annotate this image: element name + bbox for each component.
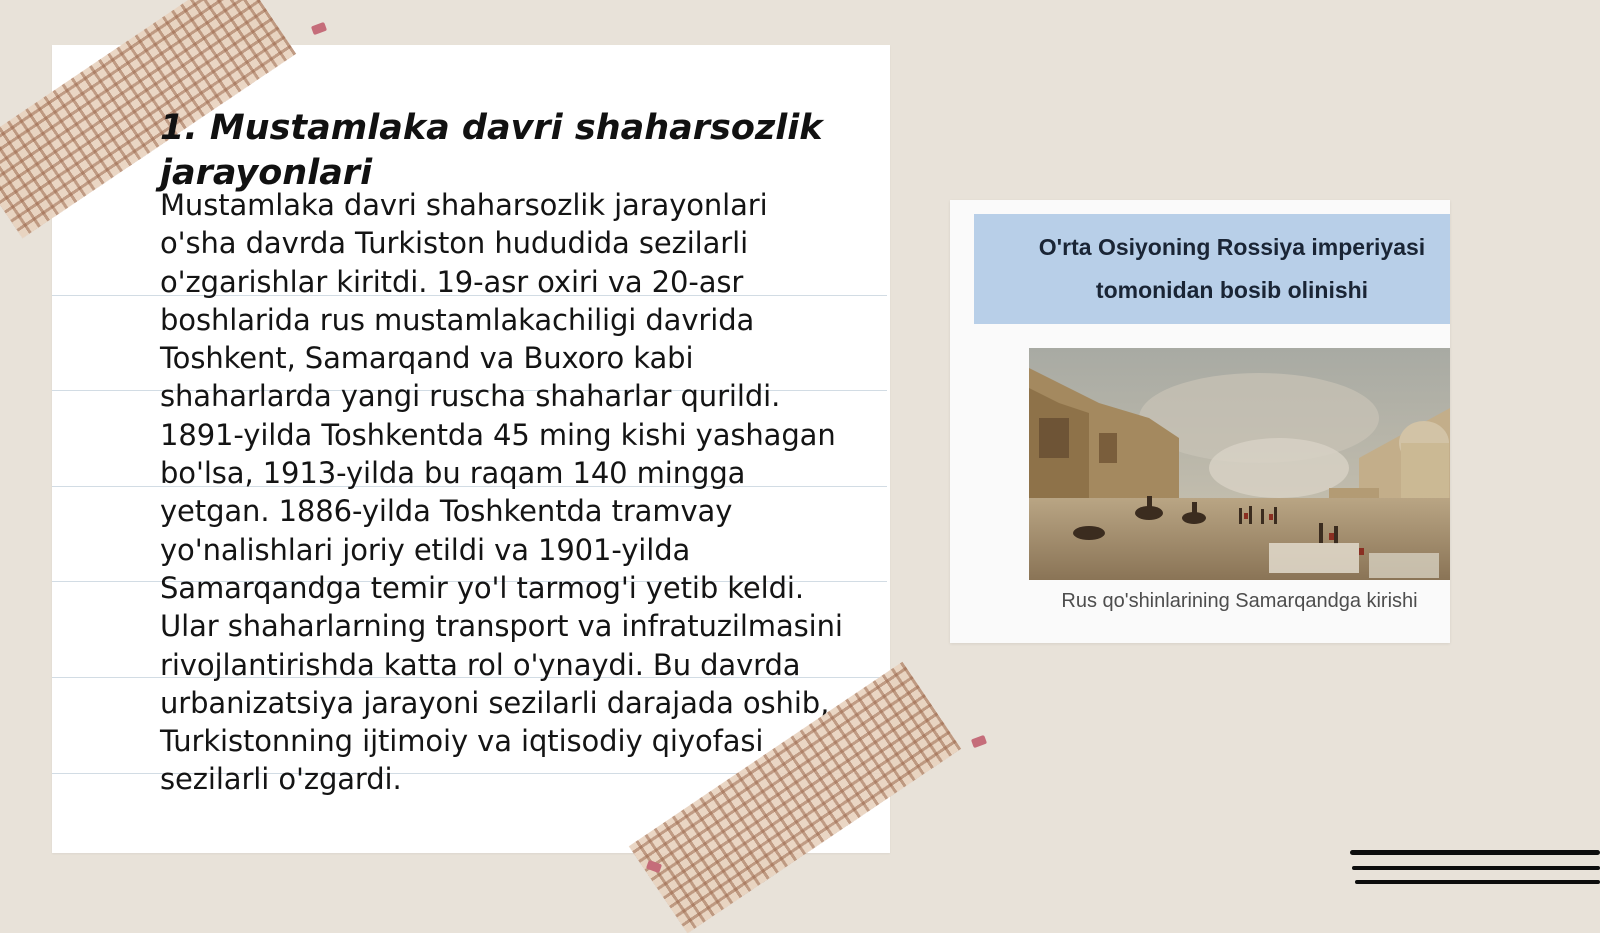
figure-caption: Rus qo'shinlarining Samarqandga kirishi (1061, 590, 1418, 612)
painting-illustration (1029, 348, 1450, 580)
tape-corner-mark (311, 22, 327, 35)
decorative-brush-stroke (1355, 880, 1600, 884)
figure-card (950, 200, 1450, 643)
slide-title: 1. Mustamlaka davri shaharsozlik jarayonlari (160, 108, 823, 193)
tape-corner-mark (971, 735, 987, 748)
decorative-brush-stroke (1350, 850, 1600, 855)
historical-painting-image (1029, 348, 1450, 580)
slide-body-text: Mustamlaka davri shaharsozlik jarayonlari o'sha davrda Turkiston hududida sezilarli o'zgarishlar kiritdi. 19-asr oxiri va 20-asr boshlarida rus mustamlakachiligi davrida Toshkent, Samarqand va Buxoro kabi shaharlarda yangi ruscha shaharlar qurildi. 1891-yilda Toshkentda 45 ming kishi yashagan bo'lsa, 1913-yilda bu raqam 140 mingga yetgan. 1886-yilda Toshkentda tramvay yo'nalishlari joriy etildi va 1901-yilda Samarqandga temir yo'l tarmog'i yetib keldi. Ular shaharlarning transport va infratuzilmasini rivojlantirishda katta rol o'ynaydi. Bu davrda urbanizatsiya jarayoni sezilarli darajada oshib, Turkistonning ijtimoiy va iqtisodiy qiyofasi sezilarli o'zgardi. (160, 188, 843, 797)
figure-title: O'rta Osiyoning Rossiya imperiyasi tomonidan bosib olinishi (1038, 234, 1426, 303)
figure-header (974, 214, 1450, 324)
decorative-brush-stroke (1352, 866, 1600, 870)
